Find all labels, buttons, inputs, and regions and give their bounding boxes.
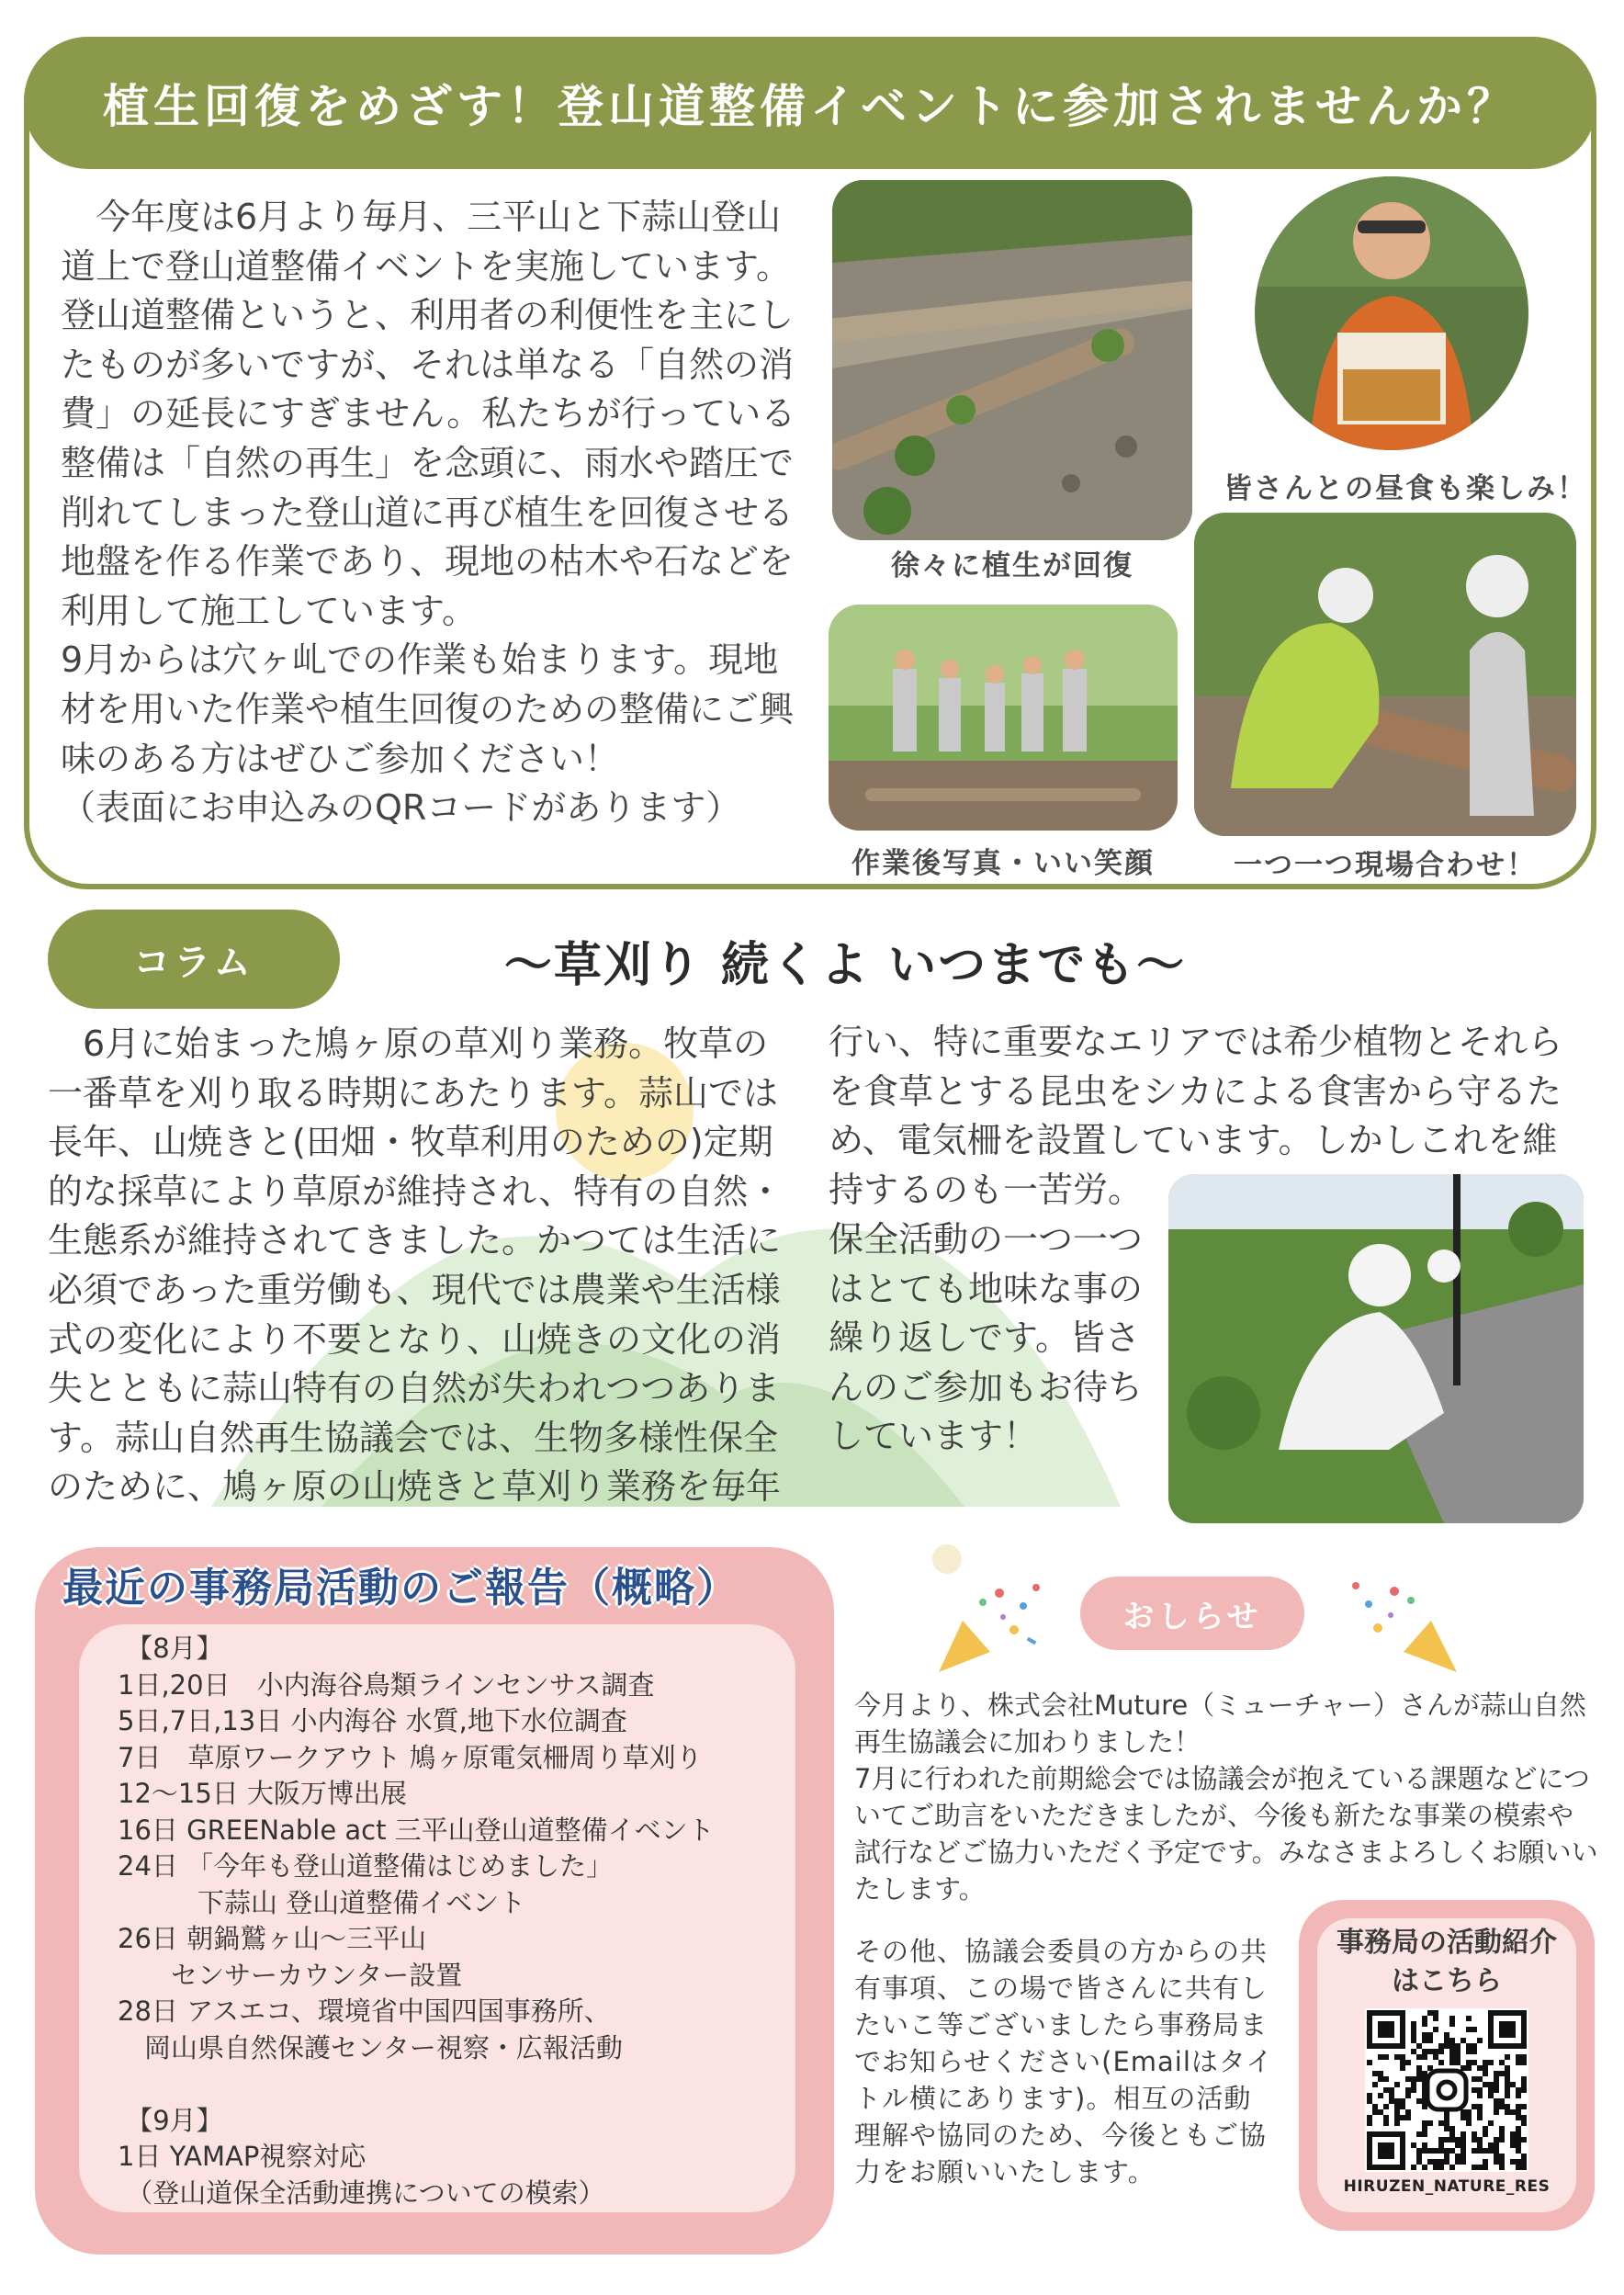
instagram-handle: HIRUZEN_NATURE_RES bbox=[1343, 2177, 1551, 2196]
event-paragraph-1: 今年度は6月より毎月、三平山と下蒜山登山道上で登山道整備イベントを実施しています。登山道整備というと、利用者の利便性を主にしたものが多いですが、それは単なる「自然の消費」の延長にすぎません。私たちが行っている整備は「自然の再生」を念頭に、雨水や踏圧で削れてしまった登山道に再び植生を回復させる地盤を作る作業であり、現地の枯木や石などを利用して施工しています。 bbox=[61, 197, 796, 631]
column-text-right: 行い、特に重要なエリアでは希少植物とそれらを食草とする昆虫をシカによる食害から守るため、電気柵を設置しています。しかしこれを維持するのも一苦労。 bbox=[829, 1022, 1563, 1210]
report-line: 12〜15日 大阪万博出展 bbox=[118, 1778, 408, 1809]
group-photo-caption: 作業後写真・いい笑顔 bbox=[851, 847, 1155, 880]
column-label: コラム bbox=[48, 910, 340, 1009]
report-line: （登山道保全活動連携についての模索） bbox=[118, 2176, 605, 2209]
work-photo bbox=[1194, 513, 1576, 836]
report-line: 26日 朝鍋鷲ヶ山〜三平山 bbox=[118, 1923, 427, 1954]
group-photo bbox=[829, 605, 1178, 831]
event-body bbox=[61, 193, 805, 833]
fence-photo bbox=[1168, 1174, 1584, 1523]
event-title: 植生回復をめざす！登山道整備イベントに参加されませんか？ bbox=[24, 37, 1596, 169]
report-line: 16日 GREENable act 三平山登山道整備イベント bbox=[118, 1814, 715, 1846]
event-paragraph-3: （表面にお申込みのQRコードがあります） bbox=[61, 787, 741, 829]
work-photo-caption: 一つ一つ現場合わせ！ bbox=[1234, 849, 1537, 882]
report-title: 最近の事務局活動のご報告（概略） bbox=[62, 1565, 739, 1611]
report-line: 下蒜山 登山道整備イベント bbox=[118, 1886, 526, 1918]
event-paragraph-2: 9月からは穴ヶ乢での作業も始まります。現地材を用いた作業や植生回復のための整備にご興味のある方はぜひご参加ください！ bbox=[61, 639, 795, 779]
column-title: 〜草刈り 続くよ いつまでも〜 bbox=[503, 938, 1187, 993]
party-popper-icon bbox=[935, 1575, 1053, 1676]
trail-photo bbox=[832, 180, 1192, 540]
notice-text-2: その他、協議会委員の方からの共有事項、この場で皆さんに共有したいこ等ございましたら事務局までお知らせください(Emailはタイトル横にあります)。相互の活動理解や協同のため、今後ともご協力をお願いいたします。 bbox=[854, 1936, 1274, 2188]
qr-code-image bbox=[1365, 2008, 1528, 2172]
report-list bbox=[118, 1631, 816, 2211]
report-line: 5日,7日,13日 小内海谷 水質,地下水位調査 bbox=[118, 1705, 627, 1736]
report-line: 岡山県自然保護センター視察・広報活動 bbox=[118, 2031, 623, 2063]
report-line: 24日 「今年も登山道整備はじめました」 bbox=[118, 1850, 614, 1882]
report-line: 1日 YAMAP視察対応 bbox=[118, 2141, 367, 2172]
column-text-left: 6月に始まった鳩ヶ原の草刈り業務。牧草の一番草を刈り取る時期にあたります。蒜山では長年、山焼きと(田畑・牧草利用のための)定期的な採草により草原が維持され、特有の自然・生態系が維持されてきました。かつては生活に必須であった重労働も、現代では農業や生活様式の変化により不要となり、山焼きの文化の消失とともに蒜山特有の自然が失われつつあります。蒜山自然再生協議会では、生物多様性保全のために、鳩ヶ原の山焼きと草刈り業務を毎年 bbox=[48, 1023, 784, 1508]
report-line: 【9月】 bbox=[118, 2104, 223, 2136]
notice-label: おしらせ bbox=[1080, 1577, 1304, 1650]
report-line: 1日,20日 小内海谷鳥類ラインセンサス調査 bbox=[118, 1668, 655, 1701]
lunch-photo bbox=[1255, 176, 1528, 450]
report-line: 28日 アスエコ、環境省中国四国事務所、 bbox=[118, 1995, 611, 2027]
report-line bbox=[118, 2066, 816, 2103]
circle-decoration bbox=[931, 1543, 963, 1575]
qr-title: 事務局の活動紹介 はこちら bbox=[1336, 1927, 1557, 1997]
party-popper-icon bbox=[1341, 1573, 1460, 1676]
lunch-photo-caption: 皆さんとの昼食も楽しみ！ bbox=[1224, 472, 1587, 505]
trail-photo-caption: 徐々に植生が回復 bbox=[891, 549, 1133, 582]
report-line: 【8月】 bbox=[118, 1633, 223, 1664]
column-text-right-2: 保全活動の一つ一つはとても地味な事の繰り返しです。皆さんのご参加もお待ちしています！ bbox=[829, 1219, 1144, 1457]
notice-text: 今月より、株式会社Muture（ミューチャー）さんが蒜山自然再生協議会に加わりました！ 7月に行われた前期総会では協議会が抱えている課題などについてご助言をいただきましたが、今後も新たな事業の模索や試行などご協力いただく予定です。みなさまよろしくお願いいたします。 bbox=[854, 1690, 1598, 1905]
report-line: 7日 草原ワークアウト 鳩ヶ原電気柵周り草刈り bbox=[118, 1741, 703, 1773]
qr-code[interactable] bbox=[1365, 2008, 1528, 2172]
report-line: センサーカウンター設置 bbox=[118, 1959, 463, 1991]
